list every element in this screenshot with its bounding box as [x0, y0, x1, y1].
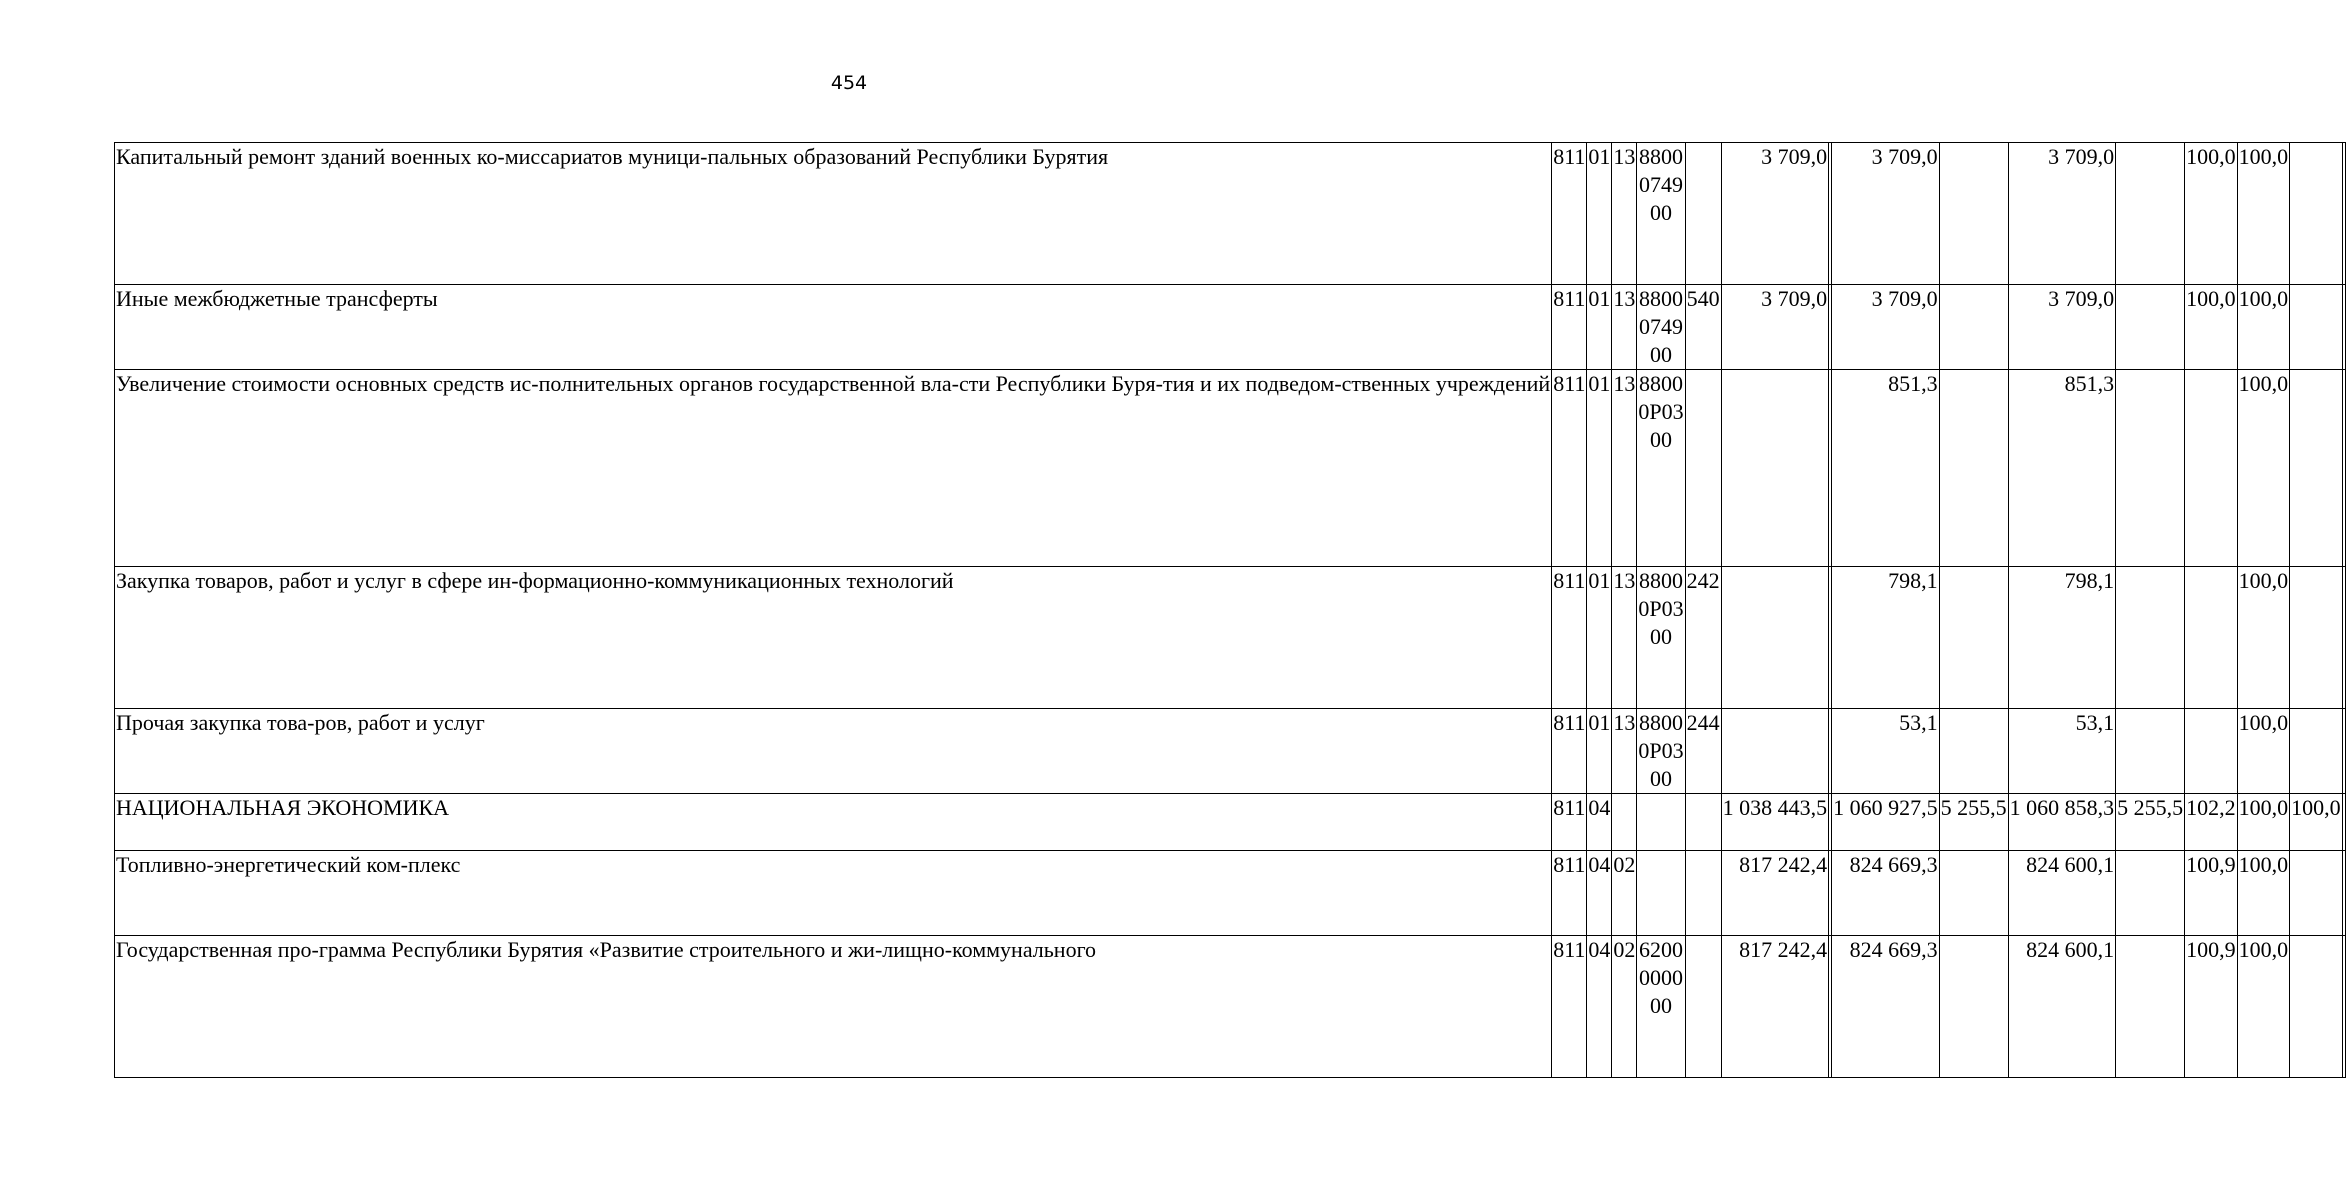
name-cell: Закупка товаров, работ и услуг в сфере ин-формационно-коммуникационных технологий: [115, 567, 1552, 709]
percent-approved-cell: [2185, 709, 2238, 794]
program-code-part: 8800: [1639, 286, 1683, 311]
table-row: [115, 285, 2346, 370]
executed-amount-cell: 824 600,1: [2008, 851, 2116, 936]
approved-amount-cell: 3 709,0: [1721, 285, 1829, 370]
table-row: [115, 936, 2346, 1078]
subsection-code-cell: 13: [1612, 285, 1637, 370]
section-code-cell: 01: [1587, 285, 1612, 370]
subsection-code-cell: 13: [1612, 567, 1637, 709]
program-code-part: 00: [1650, 342, 1672, 367]
program-code-part: 8800: [1639, 371, 1683, 396]
spacer-cell: [2342, 370, 2345, 567]
percent-revised-cell: 100,0: [2237, 143, 2290, 285]
expense-type-cell: [1685, 370, 1721, 567]
executed-amount-cell: 824 600,1: [2008, 936, 2116, 1078]
percent-federal-cell: [2290, 285, 2343, 370]
program-code-part: 8800: [1639, 710, 1683, 735]
percent-approved-cell: [2185, 370, 2238, 567]
name-cell: Государственная про-грамма Республики Бурятия «Развитие строительного и жи-лищно-коммунального: [115, 936, 1552, 1078]
budget-table: [114, 142, 2346, 1078]
ministry-code-cell: 811: [1552, 794, 1587, 851]
revised-amount-cell: 824 669,3: [1832, 851, 1940, 936]
revised-federal-cell: [1939, 851, 2008, 936]
table-row: [115, 851, 2346, 936]
program-code-cell: [1637, 936, 1685, 1078]
revised-amount-cell: 798,1: [1832, 567, 1940, 709]
percent-approved-cell: 100,0: [2185, 285, 2238, 370]
section-code-cell: 01: [1587, 567, 1612, 709]
percent-approved-cell: 102,2: [2185, 794, 2238, 851]
percent-federal-cell: [2290, 143, 2343, 285]
executed-federal-cell: [2116, 567, 2185, 709]
revised-amount-cell: 3 709,0: [1832, 285, 1940, 370]
approved-amount-cell: [1721, 370, 1829, 567]
executed-federal-cell: [2116, 709, 2185, 794]
program-code-cell: [1637, 794, 1685, 851]
ministry-code-cell: 811: [1552, 936, 1587, 1078]
revised-federal-cell: [1939, 709, 2008, 794]
program-code-part: 00: [1650, 766, 1672, 791]
name-cell: Увеличение стоимости основных средств ис-полнительных органов государственной вла-сти Республики Буря-тия и их подведом-ственных учреждений: [115, 370, 1552, 567]
expense-type-cell: 242: [1685, 567, 1721, 709]
name-cell: Иные межбюджетные трансферты: [115, 285, 1552, 370]
program-code-part: 0749: [1639, 172, 1683, 197]
executed-amount-cell: 3 709,0: [2008, 143, 2116, 285]
ministry-code-cell: 811: [1552, 567, 1587, 709]
percent-revised-cell: 100,0: [2237, 794, 2290, 851]
ministry-code-cell: 811: [1552, 370, 1587, 567]
subsection-code-cell: 13: [1612, 370, 1637, 567]
spacer-cell: [2342, 567, 2345, 709]
program-code-part: 00: [1650, 200, 1672, 225]
program-code-part: 00: [1650, 993, 1672, 1018]
program-code-part: 0Р03: [1638, 738, 1684, 763]
program-code-cell: [1637, 709, 1685, 794]
program-code-cell: [1637, 370, 1685, 567]
table-row: [115, 143, 2346, 285]
program-code-cell: [1637, 285, 1685, 370]
table-row: [115, 794, 2346, 851]
program-code-part: 6200: [1639, 937, 1683, 962]
revised-federal-cell: [1939, 567, 2008, 709]
program-code-part: 8800: [1639, 144, 1683, 169]
executed-amount-cell: 851,3: [2008, 370, 2116, 567]
ministry-code-cell: 811: [1552, 285, 1587, 370]
executed-federal-cell: [2116, 370, 2185, 567]
spacer-cell: [2342, 936, 2345, 1078]
name-cell: Прочая закупка това-ров, работ и услуг: [115, 709, 1552, 794]
revised-federal-cell: 5 255,5: [1939, 794, 2008, 851]
revised-amount-cell: 3 709,0: [1832, 143, 1940, 285]
executed-federal-cell: [2116, 143, 2185, 285]
program-code-cell: [1637, 567, 1685, 709]
section-code-cell: 04: [1587, 851, 1612, 936]
expense-type-cell: 540: [1685, 285, 1721, 370]
revised-federal-cell: [1939, 370, 2008, 567]
executed-federal-cell: [2116, 936, 2185, 1078]
program-code-part: 00: [1650, 624, 1672, 649]
section-code-cell: 01: [1587, 709, 1612, 794]
executed-federal-cell: [2116, 285, 2185, 370]
percent-federal-cell: 100,0: [2290, 794, 2343, 851]
table-row: [115, 370, 2346, 567]
ministry-code-cell: 811: [1552, 851, 1587, 936]
approved-amount-cell: 1 038 443,5: [1721, 794, 1829, 851]
program-code-part: 0Р03: [1638, 399, 1684, 424]
section-code-cell: 04: [1587, 794, 1612, 851]
program-code-cell: [1637, 851, 1685, 936]
ministry-code-cell: 811: [1552, 143, 1587, 285]
expense-type-cell: [1685, 851, 1721, 936]
program-code-part: 0Р03: [1638, 596, 1684, 621]
percent-revised-cell: 100,0: [2237, 285, 2290, 370]
approved-amount-cell: 3 709,0: [1721, 143, 1829, 285]
revised-amount-cell: 53,1: [1832, 709, 1940, 794]
executed-amount-cell: 3 709,0: [2008, 285, 2116, 370]
percent-federal-cell: [2290, 567, 2343, 709]
table-row: [115, 567, 2346, 709]
name-cell: Топливно-энергетический ком-плекс: [115, 851, 1552, 936]
percent-approved-cell: 100,9: [2185, 851, 2238, 936]
name-cell: НАЦИОНАЛЬНАЯ ЭКОНОМИКА: [115, 794, 1552, 851]
program-code-part: 0749: [1639, 314, 1683, 339]
page-number: 454: [830, 72, 868, 94]
spacer-cell: [2342, 794, 2345, 851]
percent-approved-cell: 100,9: [2185, 936, 2238, 1078]
percent-revised-cell: 100,0: [2237, 567, 2290, 709]
percent-federal-cell: [2290, 709, 2343, 794]
subsection-code-cell: [1612, 794, 1637, 851]
revised-amount-cell: 1 060 927,5: [1832, 794, 1940, 851]
percent-approved-cell: 100,0: [2185, 143, 2238, 285]
spacer-cell: [2342, 851, 2345, 936]
section-code-cell: 01: [1587, 370, 1612, 567]
revised-amount-cell: 824 669,3: [1832, 936, 1940, 1078]
percent-revised-cell: 100,0: [2237, 851, 2290, 936]
expense-type-cell: 244: [1685, 709, 1721, 794]
percent-federal-cell: [2290, 851, 2343, 936]
revised-federal-cell: [1939, 285, 2008, 370]
percent-federal-cell: [2290, 936, 2343, 1078]
approved-amount-cell: [1721, 709, 1829, 794]
name-cell: Капитальный ремонт зданий военных ко-миссариатов муници-пальных образований Республики Бурятия: [115, 143, 1552, 285]
executed-amount-cell: 798,1: [2008, 567, 2116, 709]
table-row: [115, 709, 2346, 794]
program-code-part: 00: [1650, 427, 1672, 452]
percent-approved-cell: [2185, 567, 2238, 709]
program-code-cell: [1637, 143, 1685, 285]
expense-type-cell: [1685, 143, 1721, 285]
percent-revised-cell: 100,0: [2237, 370, 2290, 567]
revised-federal-cell: [1939, 143, 2008, 285]
subsection-code-cell: 02: [1612, 851, 1637, 936]
program-code-part: 0000: [1639, 965, 1683, 990]
subsection-code-cell: 13: [1612, 709, 1637, 794]
spacer-cell: [2342, 143, 2345, 285]
section-code-cell: 04: [1587, 936, 1612, 1078]
ministry-code-cell: 811: [1552, 709, 1587, 794]
spacer-cell: [2342, 285, 2345, 370]
subsection-code-cell: 13: [1612, 143, 1637, 285]
approved-amount-cell: [1721, 567, 1829, 709]
executed-amount-cell: 1 060 858,3: [2008, 794, 2116, 851]
executed-amount-cell: 53,1: [2008, 709, 2116, 794]
percent-federal-cell: [2290, 370, 2343, 567]
approved-amount-cell: 817 242,4: [1721, 851, 1829, 936]
approved-amount-cell: 817 242,4: [1721, 936, 1829, 1078]
executed-federal-cell: [2116, 851, 2185, 936]
percent-revised-cell: 100,0: [2237, 936, 2290, 1078]
subsection-code-cell: 02: [1612, 936, 1637, 1078]
spacer-cell: [2342, 709, 2345, 794]
expense-type-cell: [1685, 936, 1721, 1078]
percent-revised-cell: 100,0: [2237, 709, 2290, 794]
section-code-cell: 01: [1587, 143, 1612, 285]
revised-federal-cell: [1939, 936, 2008, 1078]
program-code-part: 8800: [1639, 568, 1683, 593]
revised-amount-cell: 851,3: [1832, 370, 1940, 567]
expense-type-cell: [1685, 794, 1721, 851]
executed-federal-cell: 5 255,5: [2116, 794, 2185, 851]
